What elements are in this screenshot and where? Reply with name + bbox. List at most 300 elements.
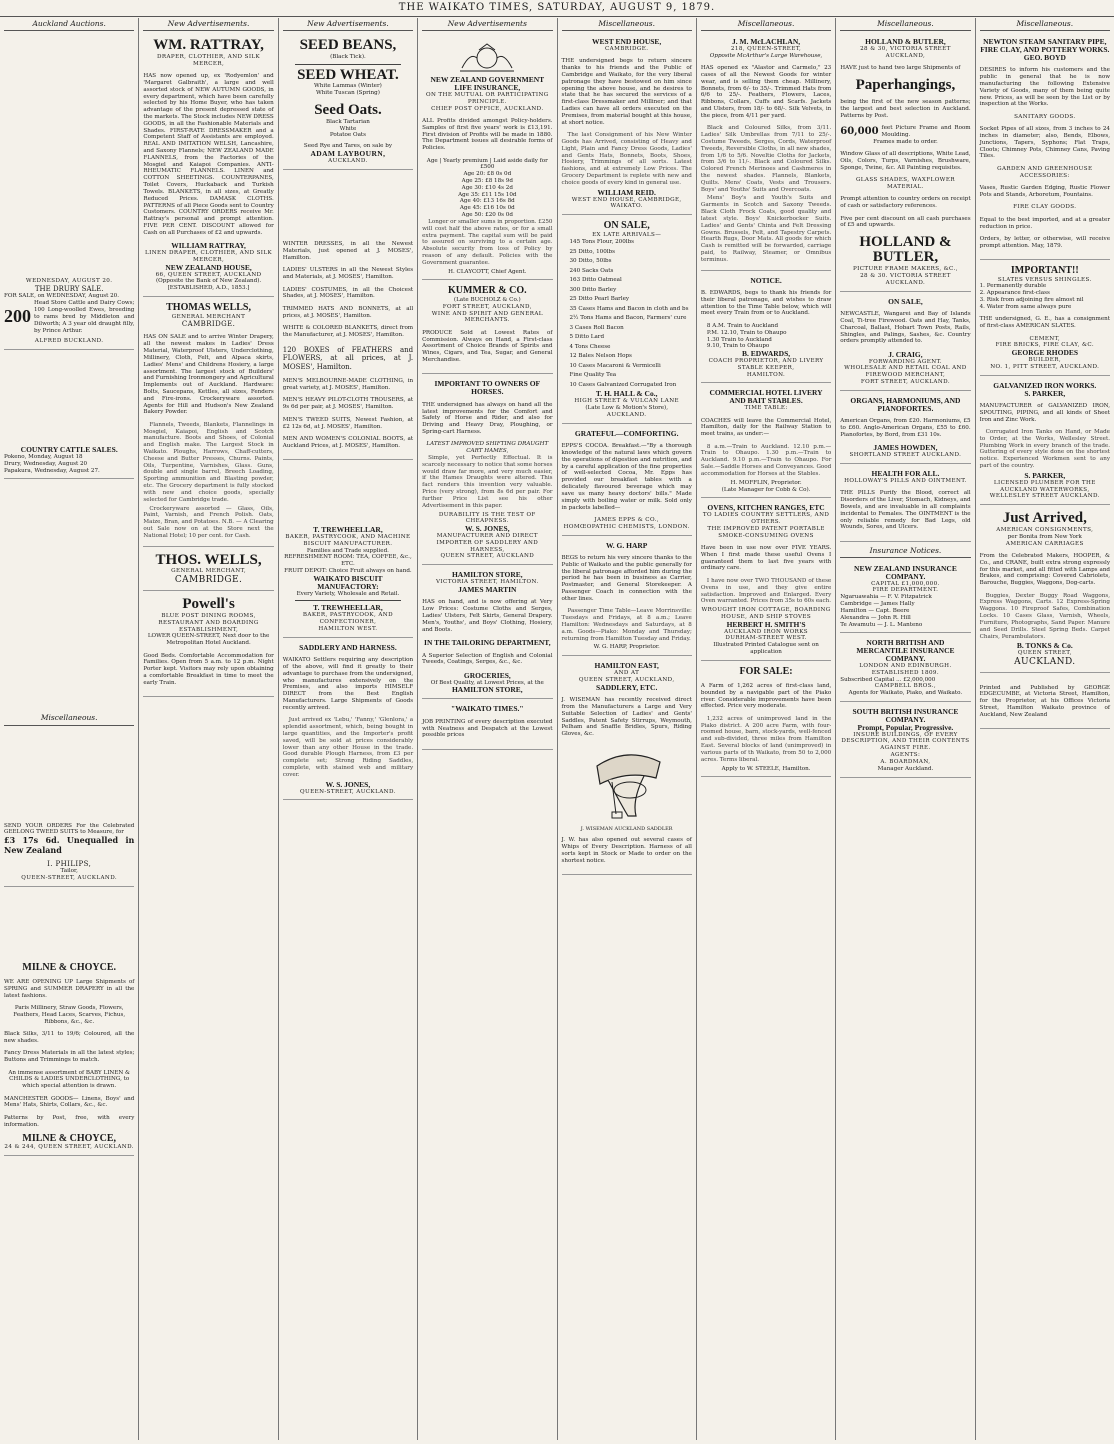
arrival-item: 4 Tons Cheese	[569, 343, 611, 350]
nz-house: NEW ZEALAND HOUSE,	[165, 262, 252, 272]
milne-items: Paris Millinery, Straw Goods, Flowers, Feathers, Head Laces, Scarves, Fichus, Ribbons, &c., &c.	[13, 1005, 126, 1025]
west-end-place: CAMBRIDGE.	[604, 46, 649, 53]
column-header: New Advertisements.	[143, 18, 273, 31]
moses-item: MEN'S MELBOURNE-MADE CLOTHING, in great variety, at J. MOSES', Hamilton.	[282, 378, 414, 392]
hall-name: T. H. HALL & Co.,	[595, 389, 658, 399]
paper-text: being the first of the new season patterns; the largest and best selection in Auckland. Patterns by Post.	[840, 98, 971, 119]
groceries-text: Of Best Quality, at Lowest Prices, at the	[430, 679, 544, 686]
steele-contact: Apply to W. STEELE, Hamilton.	[721, 765, 811, 772]
important-title: IMPORTANT!!	[1010, 265, 1079, 277]
campbell-sub: Agents for Waikato, Piako, and Waikato.	[848, 690, 963, 697]
kummer-ad	[422, 283, 552, 374]
hamilton-store-2: HAMILTON STORE,	[451, 685, 523, 695]
hames: LATEST IMPROVED SHIFTING DRAUGHT CART HAMES,	[426, 441, 549, 455]
smith-address: DURHAM-STREET WEST.	[725, 635, 807, 642]
moses-item: MEN AND WOMEN'S COLONIAL BOOTS, at Auckland Prices, at J. MOSES', Hamilton.	[282, 435, 414, 449]
milne-choyce-ad	[4, 960, 134, 1156]
kummer-role: WINE AND SPIRIT AND GENERAL MERCHANTS.	[431, 310, 543, 324]
glass-shades: GLASS SHADES, WAXFLOWER MATERIAL.	[855, 177, 955, 190]
laybourn-name: ADAM LAYBOURN,	[310, 149, 386, 159]
nzic-title: NEW ZEALAND INSURANCE COMPANY.	[854, 563, 957, 581]
blank-space	[283, 173, 413, 233]
trewheellar-ad	[283, 523, 413, 638]
biscuit-note: Every Variety, Wholesale and Retail.	[296, 590, 400, 597]
nz-house-opposite: (Opposite the Bank of New Zealand).	[155, 278, 262, 285]
moses-item: TRIMMED HATS AND BONNETS, at all prices, at J. MOSES', Hamilton.	[282, 305, 414, 319]
organs-title: ORGANS, HARMONIUMS, AND PIANOFORTES.	[850, 395, 961, 413]
boyd-text: DESIRES to inform his customers and the public in general that he is now manufacturing the following Extensive Variety of Goods, many of them being quite new. Prices, as will be seen by the List or by inspection at the Works.	[979, 67, 1110, 108]
west-end-title: WEST END HOUSE,	[592, 37, 662, 47]
time-entry: 8 A.M. Train to Auckland	[706, 322, 779, 329]
moses-item: 120 BOXES of FEATHERS and FLOWERS, at all prices, at J. MOSES', Hamilton.	[282, 345, 414, 371]
trewheellar2-place: HAMILTON WEST.	[318, 625, 378, 632]
harp-filler: Passenger Time Table—Leave Morrinsville: Tuesdays and Fridays, at 8 a.m.; Leave Hamilton: Wednesdays and Saturdays, at 8 a.m. Goods—Piako: Monday and Thursday; returning from Hamilton Tuesday and Friday.	[561, 608, 692, 642]
manchester: MANCHESTER GOODS— Linens, Boys' and Mens' Hats, Shirts, Collars, &c., &c.	[4, 1095, 135, 1109]
saddlery-text: WAIKATO Settlers requiring any description of the above, will find it greatly to their advantage to purchase from the undersigned, who manufactures extensively on the Premises, and also imports HIMSELF DIRECT from the Best English Manufacturers. Large Shipments of Goods recently arrived.	[282, 657, 414, 711]
saddlery-filler: Just arrived ex 'Lebu,' 'Fanny,' 'Glenlora,' a splendid assortment, which, being bought in large quantities, and the Importer's profit saved, will be sold at prices considerably lower than any other House in the trade. Good durable Plough Harness, from £3 per complete set; Strong Riding Saddles, complete, with stained web and military cover.	[282, 717, 414, 778]
column-new-advertisements-1	[139, 18, 278, 1440]
fire-clay-text: Equal to the best imported, and at a greater reduction in price.	[979, 216, 1110, 230]
tailor-address: QUEEN-STREET, AUCKLAND.	[21, 875, 118, 882]
established: [ESTABLISHED, A.D., 1853.]	[167, 285, 250, 292]
philips-ad	[4, 820, 134, 887]
arrival-item: 25 Ditto Pearl Barley	[569, 296, 630, 303]
royal-crest-icon	[452, 40, 522, 74]
nz-gov-text: ALL Profits divided amongst Policy-holders. Samples of first five years' work is £13,191. First division of Profits will be made in 1880. The Department issues all desirable forms of Policies.	[422, 117, 553, 152]
holland2-title: HOLLAND & BUTLER,	[859, 233, 952, 266]
martin-text: HAS on hand, and is now offering at Very Low Prices: Costume Cloths and Serges, Ladies' Ulsters, Felt Skirts, General Drapery. Men's, Youths', and Boys' Clothing, Hosiery, and Boots.	[422, 599, 553, 633]
hamilton-east-address: QUEEN STREET, AUCKLAND,	[578, 676, 675, 683]
powell-text: Good Beds. Comfortable Accommodation for Families. Open from 5 a.m. to 12 p.m. Night Porter kept. Visitors may rely upon obtaining a comfortable Breakfast in time to meet the early Train.	[143, 652, 274, 686]
patterns: Patterns by Post, free, with every information.	[4, 1114, 135, 1128]
boyd-name: GEO. BOYD	[1023, 52, 1066, 62]
rhodes-address: NO. 1, PITT STREET, AUCKLAND.	[990, 363, 1100, 370]
boardman-name: A. BOARDMAN,	[880, 758, 931, 765]
divider	[295, 600, 401, 601]
cocoa-ad	[562, 427, 692, 536]
rattray-sub: DRAPER, CLOTHIER, AND SILK MERCER,	[156, 53, 261, 67]
job-printing: JOB PRINTING of every description executed with Neatness and Despatch at the Lowest possible prices	[422, 718, 553, 739]
parker2-address: WELLESLEY STREET AUCKLAND.	[989, 493, 1100, 500]
garden-text: Vases, Rustic Garden Edging, Rustic Flower Pots and Stands, Arboretum, Fountains.	[979, 185, 1110, 198]
oats-item: White	[339, 125, 357, 132]
craig-depot: WHOLESALE AND RETAIL COAL AND FIREWOOD MERCHANT,	[844, 365, 967, 379]
agent-entry: Alexandra — John R. Hill	[840, 614, 911, 621]
nbm-capital: Subscribed Capital ... £2,000,000	[840, 676, 936, 683]
slate-item: 3. Risk from adjoining fire almost nil	[979, 297, 1084, 304]
american-sub: per Bonita from New York	[1007, 533, 1082, 540]
column-miscellaneous-4	[976, 18, 1114, 1440]
sale-title: THE DRURY SALE.	[34, 284, 104, 293]
rhodes-name: GEORGE RHODES	[1011, 348, 1079, 358]
boardman-sub: Manager Auckland.	[877, 765, 934, 772]
newton-pipe-ad	[980, 35, 1110, 260]
edwards-name: B. EDWARDS,	[741, 349, 791, 359]
milne-text: WE ARE OPENING UP Large Shipments of SPRING and SUMMER DRAPERY in all the latest fashions.	[4, 979, 135, 999]
arrival-item: 30 Ditto, 50lbs	[569, 258, 612, 265]
jones-address: QUEEN STREET, AUCKLAND	[440, 553, 535, 560]
organs-ad	[840, 394, 970, 464]
arrival-item: 12 Bales Nelson Hops	[569, 353, 632, 360]
glass-text: Window Glass of all descriptions, White Lead, Oils, Colors, Turps, Varnishes, Brushware, Sponge, Twine, &c. All Painting requisites.	[840, 151, 971, 171]
organs-text: American Organs, from £20. Harmoniums, £5 to £60. Anglo-American Organs, £55 to £60. Pianofortes, by Bord, from £31 10s.	[840, 418, 971, 438]
newton-title: NEWTON STEAM SANITARY PIPE, FIRE CLAY, AND POTTERY WORKS.	[980, 37, 1110, 55]
saddlery-ad	[283, 641, 413, 801]
hamilton-east: HAMILTON EAST,	[594, 661, 659, 671]
carriages-text: From the Celebrated Makers, HOOPER, & Co., and CRANE, built extra strong expressly for this market, and all fitted with Lamps and Brakes, and comprising: Covered Cabriolets, Barouche, Buggies, Waggons, Dog-carts.	[979, 553, 1110, 587]
column-new-advertisements-2	[279, 18, 418, 1440]
column-new-advertisements-3	[418, 18, 557, 1440]
craig-ad	[840, 295, 970, 391]
time-entry: P.M. 12.10, Train to Ohaupo	[706, 329, 787, 336]
column-header: New Advertisements.	[283, 18, 413, 31]
parker2-sub: LICENSED PLUMBER FOR THE AUCKLAND WATERWORKS,	[993, 479, 1096, 493]
waikato-times-ad	[422, 702, 552, 750]
tailor-name: I. PHILIPS,	[47, 859, 92, 868]
hall-address: HIGH STREET & VULCAN LANE	[574, 398, 679, 405]
rattray-text: HAS now opened up, ex 'Rodyemlon' and 'Margaret Galbraith', a large and well assorted stock of NEW AUTUMN GOODS, in every department, which have been carefully selected by his Home Buyer, who has taken advantage of the present depressed state of the markets. The Stock includes NEW DRESS GOODS, in all the Fashionable Materials and Shades. FIRST-RATE DRESSMAKER and a Competent Staff of Assistants are employed. REAL AND IMITATION WELSH, Lancashire, and Saxony Flannels; NEW ZEALAND MADE FLANNELS, from the Factories of the Mosgiel and Kaiapoi Companies. ANTI-RHEUMATIC FLANNELS. LINEN and COTTON SHEETINGS. COUNTERPANES, Toilet Covers, Huckaback and Turkish Towels. BLANKETS, in all sizes, at Greatly Reduced Prices. DAMASK CLOTHS. PATTERNS of all Piece Goods sent to Country Customers. COUNTRY ORDERS receive Mr. Rattray's personal and prompt attention. FIVE PER CENT. DISCOUNT allowed for Cash on all Purchases of £2 and upwards.	[143, 73, 274, 236]
holland-butler-ad	[840, 35, 970, 292]
holland-address: 28 & 30, VICTORIA STREET AUCKLAND,	[860, 46, 951, 59]
arrival-item: 240 Sacks Oats	[569, 267, 614, 274]
smith-sub: AUCKLAND IRON WORKS	[724, 628, 809, 635]
sale-text: FOR SALE, on WEDNESDAY, August 20.	[4, 293, 120, 300]
craig-sub: FORWARDING AGENT.	[868, 358, 942, 365]
blank-space	[4, 35, 134, 275]
sbi-text: INSURE BUILDINGS, OF EVERY DESCRIPTION, AND THEIR CONTENTS AGAINST FIRE.	[841, 731, 970, 752]
arrival-item: Fine Quality Tea	[569, 372, 617, 379]
kummer-address: FORT STREET, AUCKLAND,	[442, 303, 532, 310]
country-sales-item: Pokeno, Monday, August 18	[4, 454, 83, 461]
slates-title: SLATES VERSUS SHINGLES.	[997, 276, 1092, 283]
nz-gov-sub: ON THE MUTUAL OR PARTICIPATING PRINCIPLE.	[425, 91, 549, 105]
health-title: HEALTH FOR ALL.	[871, 468, 940, 478]
powell-address: LOWER QUEEN-STREET, Next door to the Metropolitan Hotel Auckland.	[147, 633, 270, 647]
on-sale-ad	[562, 218, 692, 424]
for-sale-title: FOR SALE:	[739, 665, 793, 677]
country-sales-item: Drury, Wednesday, August 20	[4, 460, 88, 467]
blank-space	[283, 463, 413, 523]
sanitary-text: Socket Pipes of all sizes, from 3 inches to 24 inches in diameter; also, Bends, Elbows, Junctions, Tapers, Syphons; Flat Traps, Cloots; Chimney Pots, Chimney Cans, Paving Tiles.	[979, 126, 1110, 160]
silks: Black Silks, 3/11 to 19/6; Coloured, all the new shades.	[4, 1031, 135, 1044]
premium-row: Age 20: £8 0s 0d	[463, 171, 512, 178]
sbi-title: SOUTH BRITISH INSURANCE COMPANY.	[852, 707, 959, 724]
trewheellar-sub: BAKER, PASTRYCOOK, AND MACHINE BISCUIT MANUFACTURER.	[285, 534, 411, 547]
wells2-place: CAMBRIDGE.	[174, 575, 243, 586]
nz-gov-title: NEW ZEALAND GOVERNMENT LIFE INSURANCE,	[430, 75, 545, 93]
ovens-title: OVENS, KITCHEN RANGES, ETC	[707, 503, 825, 513]
sanitary-title: SANITARY GOODS.	[1014, 113, 1076, 120]
rattray-footer-sub: LINEN DRAPER, CLOTHIER, AND SILK MERCER,	[145, 250, 273, 263]
arrival-item: 10 Cases Galvanized Corrugated Iron	[569, 381, 677, 388]
cocoa-text: EPPS'S COCOA. Breakfast.—"By a thorough knowledge of the natural laws which govern the operations of digestion and nutrition, and by a careful application of the fine properties of well-selected Cocoa, Mr. Epps has provided our breakfast tables with a delicately flavoured beverage which may save us many heavy doctors' bills." Made simply with boiling water or milk. Sold only in packets labelled—	[561, 443, 692, 511]
frames-text: Frames made to order.	[873, 138, 938, 145]
nz-insurance-ad	[840, 562, 970, 633]
insurance-header: Insurance Notices.	[840, 545, 970, 558]
rhodes-sub: BUILDER,	[1028, 357, 1062, 364]
south-british-ad	[840, 705, 970, 778]
groceries-title: GROCERIES,	[463, 670, 511, 680]
moses-item: WHITE & COLORED BLANKETS, direct from the Manufacturer, at J. MOSES', Hamilton.	[282, 325, 414, 338]
cocoa-title: GRATEFUL—COMFORTING.	[574, 428, 679, 438]
carriages-title: AMERICAN CARRIAGES	[1005, 540, 1084, 547]
insurance-filler: Longer or smaller sums in proportion. £250 will cost half the above rates, or for a small extra payment. The capital sum will be paid to assured on surviving to a certain age. Absolute security from loss of Policy by reason of any default. Policies with the Government guarantee.	[422, 218, 553, 266]
west-end-ad	[562, 35, 692, 215]
mclachlan-ad	[701, 35, 831, 270]
wells-place: CAMBRIDGE.	[181, 320, 236, 329]
arrival-item: 35 Cases Hams and Bacon in cloth and bs	[569, 305, 689, 312]
edwards-text: B. EDWARDS, begs to thank his friends for their liberal patronage, and wishes to draw attention to the Time Table below, which will meet every Train from or to Auckland.	[700, 290, 832, 317]
arrivals: EX LATE ARRIVALS—	[592, 231, 662, 238]
epps-sub: HOMŒOPATHIC CHEMISTS, LONDON.	[563, 523, 690, 530]
wells-filler: Flannels, Tweeds, Blankets, Flannelings in Mosgiel, Kaiapoi, English and Scotch manufacture. Boots and Shoes, of Colonial and English make. The Largest Stock in Waikato. Ploughs, Harrows, Chaff-cutters, Cheese and Butter Presses, Churns. Paints, Oils, Turpentine, Varnishes, Glass. Guns, double and single barrel, Breech Loading, Sporting ammunition and Blasting powder, etc. The Grocery department is fully stocked with new and choice goods, specially selected for Cambridge trade. Crockeryware assorted — Glass, Oils, Paint, Varnish, and French Polish. Oats, Maize, Bran, and Potatoes. N.B. — A Clearing out Sale now on at the Store next the National Hotel; 10 per cent. for Cash.	[143, 421, 274, 539]
trewheellar-refresh: REFRESHMENT ROOM: TEA, COFFEE, &c., ETC.	[284, 554, 412, 568]
wrought-stoves: WROUGHT IRON COTTAGE, BOARDING HOUSE, AND SHIP STOVES	[701, 607, 831, 620]
nz-house-address: 66, QUEEN STREET, AUCKLAND	[155, 271, 262, 278]
column-auckland-auctions	[0, 18, 139, 1440]
fire-clay-title: FIRE CLAY GOODS.	[1013, 204, 1077, 211]
powell-title: Powell's	[182, 596, 235, 613]
galvanized-title: GALVANIZED IRON WORKS.	[993, 380, 1097, 390]
wiseman-text: J. WISEMAN has recently received direct from the Manufacturers a Large and Very Suitable Selection of Ladies' and Gents' Saddles, Patent Safety Stirrups, Weymouth, Pelham and Snaffle Bridles, Spurs, Riding Gloves, &c.	[561, 697, 692, 738]
hall-sub: (Late Low & Motion's Store),	[585, 405, 669, 412]
commercial-hotel-ad	[701, 386, 831, 498]
premium-row: Age 30: £10 4s 2d	[461, 184, 513, 191]
wiseman-footer: J. W. has also opened out several cases of Whips of Every Description. Harness of all sorts kept in Stock or Made to order on the shortest notice.	[561, 837, 692, 864]
tonks-address: QUEEN STREET,	[1017, 650, 1072, 657]
arrival-item: 300 Ditto Barley	[569, 286, 617, 293]
ovens-to: TO LADIES COUNTRY SETTLERS, AND OTHERS.	[702, 512, 830, 526]
reid-address: WEST END HOUSE, CAMBRIDGE, WAIKATO.	[571, 196, 682, 210]
saddlery-title: SADDLERY AND HARNESS.	[299, 642, 397, 652]
edwards-place: HAMILTON.	[746, 371, 786, 378]
arrival-item: 163 Ditto Oatmeal	[569, 277, 622, 284]
craig-address: FORT STREET, AUCKLAND.	[860, 379, 951, 386]
coaches-filler: 8 a.m.—Train to Auckland. 12.10 p.m.—Train to Ohaupo. 1.30 p.m.—Train to Auckland. 9.10 p.m.—Train to Ohaupo. For Sale.—Saddle Horses and Conveyances. Good accommodation for Horses at the Stables.	[700, 443, 832, 477]
coaches-text: COACHES will leave the Commercial Hotel, Hamilton, daily for the Railway Station to meet trains, as under:—	[700, 417, 832, 438]
seed-wheat-title: SEED WHEAT.	[297, 66, 399, 83]
chief-post-office: CHIEF POST OFFICE, AUCKLAND.	[431, 105, 544, 112]
saddle-label: J. WISEMAN AUCKLAND SADDLER	[580, 825, 673, 832]
west-end-text: THE undersigned begs to return sincere thanks to his friends and the Public of Cambridge and Waikato, for the very liberal patronage they have bestowed on him since opening the above house, and he desires to state that he has secured the services of a first-class Dressmaker and Milliner; and that Ladies can have all orders executed on the Premises, from material bought at this house, at short notice.	[561, 58, 692, 126]
smith-catalogue: Illustrated Printed Catalogue sent on application	[713, 642, 819, 656]
craig-name: J. CRAIG,	[888, 349, 923, 359]
country-sales-item: Papakura, Wednesday, August 27.	[4, 467, 100, 474]
holland-title: HOLLAND & BUTLER,	[865, 37, 946, 47]
waikato-times: "WAIKATO TIMES."	[451, 704, 524, 714]
wells2-title: THOS. WELLS,	[155, 551, 262, 568]
moses-item: LADIES' ULSTERS in all the Newest Styles and Materials, at J. MOSES', Hamilton.	[282, 267, 414, 281]
harp-footer: W. G. HARP, Proprietor.	[593, 644, 660, 651]
ovens-filler: I have now over TWO THOUSAND of these Ovens in use, and they give entire satisfaction. Improved and Enlarged. Every Oven warranted. Prices from 35s to 60s each.	[700, 577, 832, 605]
country-sales-title: COUNTRY CATTLE SALES.	[20, 445, 118, 455]
sbi-prompt: Prompt, Popular, Progressive.	[857, 722, 954, 732]
notice-title: NOTICE.	[750, 275, 782, 285]
commercial-title: COMMERCIAL HOTEL LIVERY AND BAIT STABLES.	[709, 388, 823, 406]
parker-name: S. PARKER,	[1024, 388, 1066, 398]
milne-address: 24 & 244, QUEEN STREET, AUCKLAND.	[4, 1144, 134, 1151]
premium-row: Age 50: £20 0s 0d	[461, 212, 513, 219]
edwards-ad	[701, 274, 831, 384]
horses-filler: Simple, yet Perfectly Effectual. It is scarcely necessary to notice that some horses would draw far more, and very much easier, if the Hames Draughts were altered. This fact renders this invention very valuable. Price (very strong), from 8s 6d per pair. For further Price List see his other Advertisement in this paper.	[422, 455, 553, 509]
mofflin-name: H. MOFFLIN, Proprietor.	[730, 479, 802, 486]
saddlery-title: SADDLERY, ETC.	[596, 682, 658, 692]
durability: DURABILITY IS THE TEST OF CHEAPNESS.	[438, 511, 536, 525]
sale-text: A Farm of 1,262 acres of first-class land, bounded by a navigable part of the Piako river. Considerable improvements have been effected. Price very moderate.	[700, 682, 832, 710]
farm-filler: 1,232 acres of unimproved land in the Piako district. A 200 acre Farm, with four-roomed house, barn, stock-yards, well-fenced and sub-divided, three miles from Hamilton East. Several blocks of land (unimproved) in various parts of th Waikato, from 50 to 2,000 acres. Terms liberal.	[700, 715, 832, 763]
reid-name: WILLIAM REID.	[597, 187, 656, 197]
nbm-established: ESTABLISHED 1809.	[871, 669, 940, 676]
send-orders: SEND YOUR ORDERS For the Celebrated GEELONG TWEED SUITS to Measure, for	[4, 822, 135, 836]
jones-sub: MANUFACTURER AND DIRECT IMPORTER OF SADDLERY AND HARNESS,	[436, 533, 539, 553]
arrival-item: 3 Cases Roll Bacon	[569, 324, 624, 331]
slates-ad	[980, 263, 1110, 376]
premium-row: Age 35: £11 15s 10d	[458, 191, 517, 198]
country-sales-ad	[4, 443, 134, 479]
column-miscellaneous-3	[836, 18, 975, 1440]
hamilton-store-address: VICTORIA STREET, HAMILTON.	[435, 579, 539, 586]
saddle-icon	[582, 744, 672, 822]
rattray-ad	[143, 35, 273, 297]
holloway-title: HOLLOWAY'S PILLS AND OINTMENT.	[844, 477, 967, 484]
arrival-item: 5 Ditto Lard	[569, 334, 605, 341]
hamilton-store-title: HAMILTON STORE,	[451, 570, 523, 580]
seed-beans-title: SEED BEANS,	[299, 37, 397, 54]
jones-name: W. S. JONES,	[325, 779, 371, 789]
columns	[0, 18, 1114, 1440]
feet-number: 60,000	[840, 125, 879, 137]
tailor-role: Tailor,	[60, 868, 78, 875]
cattle-number: 200	[4, 306, 31, 327]
slate-text: THE undersigned, G. E., has a consignment of first-class AMERICAN SLATES.	[979, 316, 1110, 330]
hamilton-store-ad	[422, 568, 552, 699]
premium-table-head: Age | Yearly premium | Laid aside daily for £500	[426, 157, 548, 171]
harp-name: W. G. HARP	[605, 540, 648, 550]
harp-text: BEGS to return his very sincere thanks to the Public of Waikato and the public generally for the liberal patronage afforded him during the period he has been in business as Carrier, Postmaster, and General Storekeeper. A Passenger Coach in connection with the other lines.	[561, 555, 692, 602]
waikato-biscuit: WAIKATO BISCUIT MANUFACTORY:	[313, 573, 383, 591]
misc-header: Miscellaneous.	[4, 712, 134, 725]
time-table: TIME TABLE:	[744, 405, 788, 412]
powell-ad	[143, 594, 273, 697]
column-header: Miscellaneous.	[562, 18, 692, 31]
wells-title: THOMAS WELLS,	[166, 302, 251, 314]
wiseman-ad	[562, 659, 692, 875]
arrival-item: 25 Ditto, 100lbs	[569, 248, 616, 255]
harp-ad	[562, 539, 692, 657]
time-entry: 1.30 Train to Auckland	[706, 336, 772, 343]
jones-address: QUEEN-STREET, AUCKLAND.	[300, 788, 396, 795]
oats-item: Potatoe Oats	[329, 132, 367, 139]
rattray-title: WM. RATTRAY,	[153, 37, 264, 54]
nzic-capital: CAPITAL £1,000,000.	[871, 580, 940, 587]
trewheellar2-name: T. TREWHEELLAR,	[313, 603, 383, 613]
ovens-ad	[701, 501, 831, 661]
column-miscellaneous-2	[697, 18, 836, 1440]
holloway-text: THE PILLS Purify the Blood, correct all Disorders of the Liver, Stomach, Kidneys, and Bowels, and are invaluable in all complaints incidental to Females. The OINTMENT is the only reliable remedy for Bad Legs, old Wounds, Sores, and Ulcers.	[840, 490, 971, 531]
fire-dept: FIRE DEPARTMENT.	[872, 587, 939, 594]
imprint	[980, 676, 1110, 729]
horses-ad	[422, 377, 552, 565]
tailoring-title: IN THE TAILORING DEPARTMENT,	[424, 638, 551, 648]
mclachlan-filler: Black and Coloured Silks, from 3/11. Ladies' Silk Umbrellas from 7/11 to 25/-. Costume Tweeds, Serges, Cords, Waterproof Tweeds, Reversible Cloths, in all new shades, from 1/6 to 5/6. Noveltie Cloths for Jackets, from 3/6 to 11/-. Black and Coloured Silks. Colored French Merinoes and Cashmeres in the newest shades. Flannels, Blankets, Quilts. Mens' Coats, Vests and Trousers. Boys' and Youths' Suits and Overcoats. Mens' Boy's and Youth's Suits and Garments in Scotch and Saxony Tweeds. Black Cloth Frock Coats, good quality and latest style. Boys' Knickerbocker Suits. Ladies' and Gents' Chinta and Felt Dressing Gowns. Brussels, Felt, and Tapestry Carpets. Hearth Rugs, Door Mats. All goods for which Cash is remitted will be forwarded, carriage paid, to Railway, Steamer, or Omnibus terminus.	[700, 125, 832, 263]
on-sale-title: ON SALE,	[888, 296, 923, 306]
printed-by: Printed and Published by GEORGE EDGECUMBE, at Victoria Street, Hamilton, for the Proprietor, at his Offices Victoria Street, Hamilton Waikato province of Auckland, New Zealand	[979, 684, 1110, 718]
column-header: Miscellaneous.	[840, 18, 970, 31]
masthead: THE WAIKATO TIMES, SATURDAY, AUGUST 9, 1879.	[0, 0, 1114, 17]
nbm-title: NORTH BRITISH AND MERCANTILE INSURANCE COMPANY.	[856, 638, 955, 664]
parker-text: MANUFACTURER of GALVANIZED IRON, SPOUTING, PIPING, and all kinds of Sheet Iron and Zinc Work.	[979, 403, 1110, 423]
moses-item: MEN'S TWEED SUITS, Newest Fashion, at £2 12s 6d, at J. MOSES', Hamilton.	[282, 416, 414, 430]
divider	[295, 64, 401, 65]
agents-head: AGENTS:	[890, 752, 921, 759]
galvanized-ad	[980, 379, 1110, 506]
jones-name: W. S. JONES,	[465, 524, 510, 534]
epps-name: JAMES EPPS & CO.,	[594, 516, 659, 523]
ovens-text: Have been in use now over FIVE YEARS. When I first made these useful Ovens I guaranteed them to last five years with ordinary care.	[700, 545, 832, 572]
seed-ad	[283, 35, 413, 170]
milne-footer: MILNE & CHOYCE,	[22, 1132, 116, 1144]
premium-row: Age 40: £13 16s 8d	[459, 198, 515, 205]
tonks-ad	[980, 508, 1110, 673]
mclachlan-address: 218, QUEEN-STREET,	[730, 46, 802, 53]
fire-bricks: FIRE BRICKS, FIRE CLAY, &C.	[995, 342, 1095, 349]
on-sale-title: ON SALE,	[603, 220, 650, 232]
ovens-subtitle: THE IMPROVED PATENT PORTABLE SMOKE-CONSUMING OVENS	[707, 525, 825, 539]
mofflin-sub: (Late Manager for Cobb & Co).	[721, 486, 811, 493]
hall-place: AUCKLAND.	[606, 411, 647, 418]
milne-title: MILNE & CHOYCE.	[22, 961, 116, 973]
kummer-text: PRODUCE Sold at Lowest Rates of Commission. Always on Hand, a First-class Assortment of Choice Brands of Spirits and Wines, Cigars, and Tea, Sugar, and General Merchandise.	[422, 329, 553, 363]
fruit-depot: FRUIT DEPOT: Choice Fruit always on hand.	[284, 568, 412, 575]
tonks-place: AUCKLAND.	[1014, 657, 1076, 668]
horses-title: IMPORTANT TO OWNERS OF HORSES.	[434, 379, 541, 397]
trewheellar-families: Families and Trade supplied.	[306, 547, 389, 554]
james-martin: JAMES MARTIN	[458, 584, 517, 594]
seed-note: Seed Rye and Tares, on sale by	[303, 143, 392, 150]
wells2-ad	[143, 550, 273, 592]
parker-filler: Corrugated Iron Tanks on Hand, or Made to Order, at the Works, Wellesley Street. Plumbing Work in every branch of the trade. Guttering of every style done on the shortest notice. Experienced Workmen sent to any part of the country.	[979, 429, 1110, 470]
column-header: Miscellaneous.	[701, 18, 831, 31]
tonks-name: B. TONKS & Co.	[1016, 641, 1073, 651]
farm-for-sale-ad	[701, 664, 831, 777]
slate-item: 4. Water from same always pure	[979, 303, 1072, 310]
slate-item: 1. Permanently durable	[979, 283, 1047, 290]
seed-beans-sub: (Black Tick).	[330, 53, 366, 60]
premium-row: Age 25: £8 18s 9d	[461, 178, 513, 185]
howden-name: JAMES HOWDEN,	[873, 443, 938, 453]
arrival-item: 2½ Tons Hams and Bacon, Farmers' cure	[569, 315, 687, 322]
moses-item: LADIES' COSTUMES, in all the Choicest Shades, at J. MOSES', Hamilton.	[282, 286, 414, 300]
discount-text: Five per cent discount on all cash purchases of £5 and upwards.	[840, 215, 971, 229]
holland2-address: 28 & 30. VICTORIA STREET AUCKLAND.	[860, 273, 951, 286]
smith-name: HERBERT H. SMITH'S	[726, 619, 806, 629]
wheat-item: White Tuscan (Spring)	[315, 90, 380, 97]
oats-item: Black Tartarian	[326, 118, 370, 125]
blank-space	[4, 890, 134, 960]
agent-entry: Te Awamutu — J. L. Manteno	[840, 621, 923, 628]
west-end-filler: The last Consignment of his New Winter Goods has Arrived, consisting of Heavy and Light, Plain and Fancy Dress Goods, Ladies' and Gents Hats, Bonnets, Boots, Shoes, Hosiery, Trimmings of all sorts. Latest fashions, and at extremely Low Prices. The Grocery Department is replete with new and choice goods of every kind in general use.	[561, 132, 692, 186]
powell-sub: BLUE POST DINING ROOMS, RESTAURANT AND BOARDING ESTABLISHMENT,	[158, 612, 259, 633]
seed-oats-title: Seed Oats.	[314, 102, 382, 119]
nbm-sub: LONDON AND EDINBURGH.	[859, 662, 952, 669]
drury-sale-ad	[4, 275, 134, 350]
blank-space	[4, 730, 134, 820]
kummer-sub: (Late BUCHOLZ & Co.)	[453, 296, 521, 303]
baby-linen: An immense assortment of BABY LINEN & CHILDS & LADIES UNDERCLOTHING, to which special attention is drawn.	[8, 1069, 131, 1090]
agent-entry: Hamilton — Capt. Beere	[840, 607, 910, 614]
blank-space	[4, 482, 134, 712]
kummer-title: KUMMER & CO.	[448, 285, 527, 297]
